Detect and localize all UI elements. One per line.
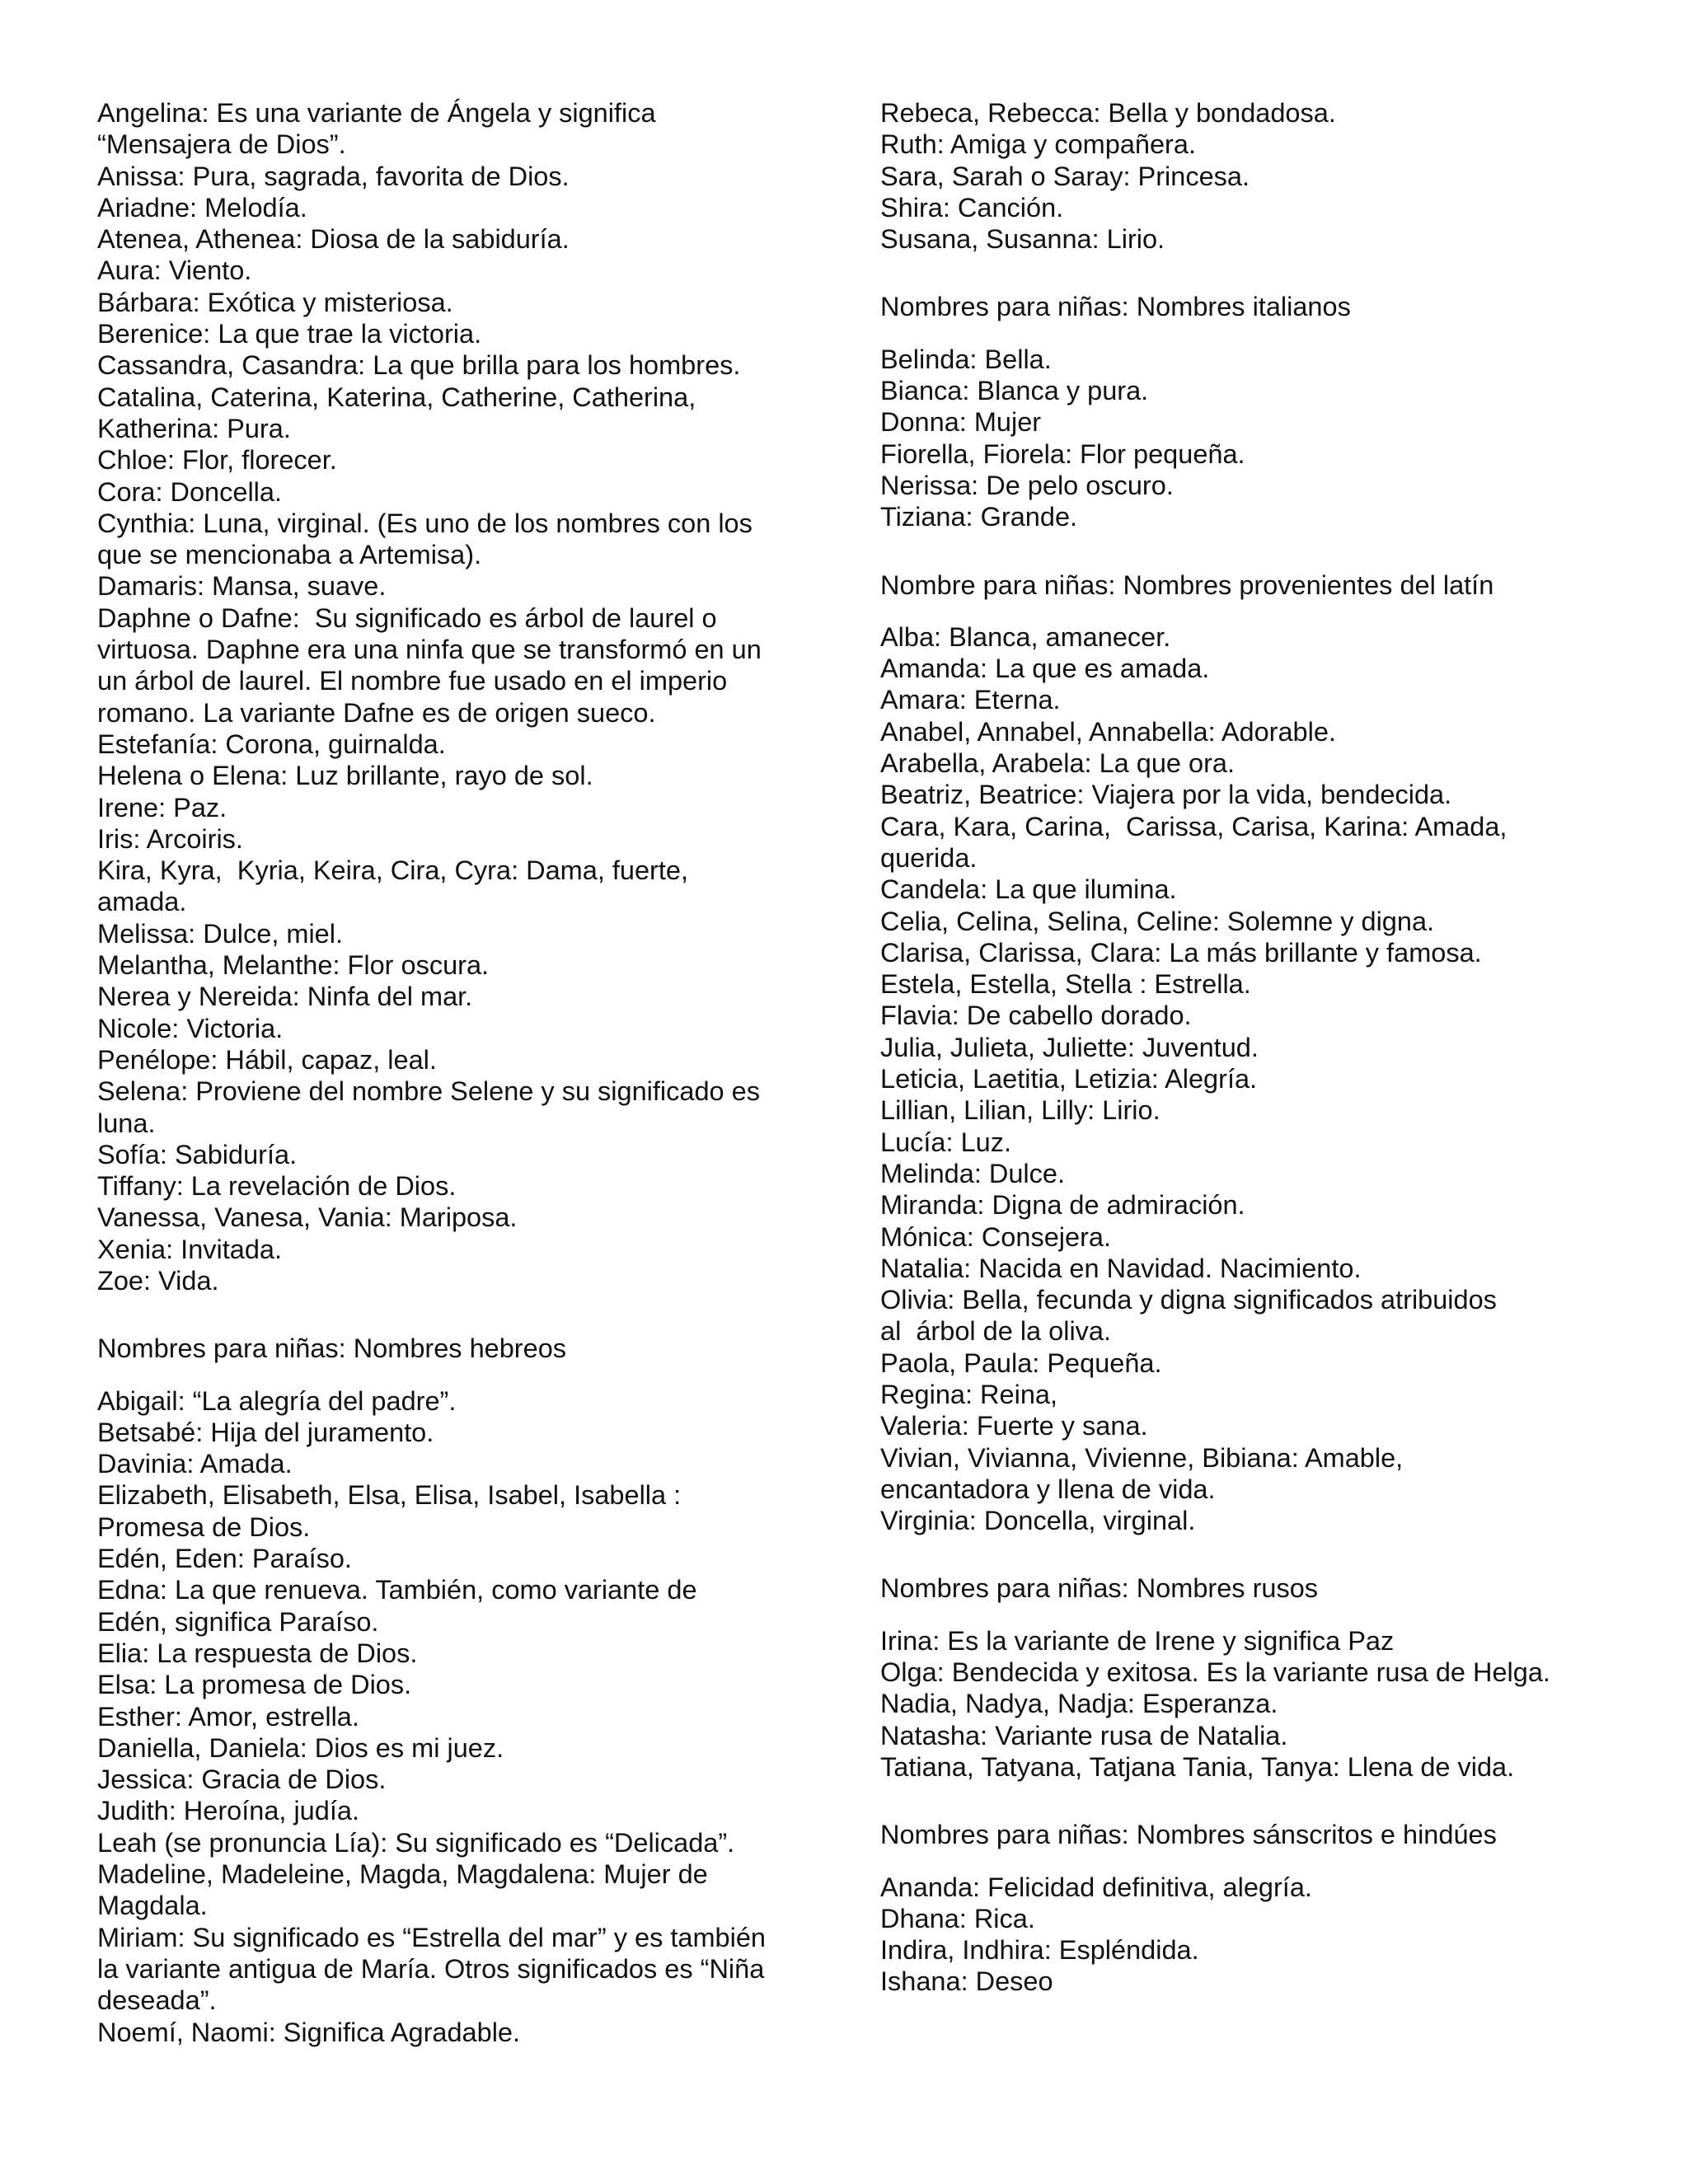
- text-line: Fiorella, Fiorela: Flor pequeña.: [880, 438, 1245, 469]
- text-line: Cassandra, Casandra: La que brilla para los hombres.: [97, 350, 741, 381]
- text-line: Olivia: Bella, fecunda y digna significados atribuidos: [880, 1285, 1497, 1315]
- text-line: Ananda: Felicidad definitiva, alegría.: [880, 1872, 1312, 1902]
- text-line: Edna: La que renueva. También, como variante de: [97, 1575, 697, 1605]
- text-line: Miriam: Su significado es “Estrella del mar” y es también: [97, 1922, 766, 1952]
- text-line: Rebeca, Rebecca: Bella y bondadosa.: [880, 98, 1336, 128]
- text-line: luna.: [97, 1108, 156, 1138]
- text-line: Anabel, Annabel, Annabella: Adorable.: [880, 716, 1336, 747]
- text-line: Vanessa, Vanesa, Vania: Mariposa.: [97, 1202, 518, 1233]
- text-line: Melinda: Dulce.: [880, 1158, 1065, 1188]
- text-line: Magdala.: [97, 1891, 208, 1921]
- text-line: virtuosa. Daphne era una ninfa que se transformó en un: [97, 635, 762, 665]
- text-line: Zoe: Vida.: [97, 1265, 219, 1296]
- text-line: Melantha, Melanthe: Flor oscura.: [97, 950, 490, 981]
- text-line: Estela, Estella, Stella : Estrella.: [880, 969, 1251, 1000]
- text-line: Betsabé: Hija del juramento.: [97, 1417, 434, 1447]
- text-line: Nerea y Nereida: Ninfa del mar.: [97, 982, 473, 1012]
- text-line: Celia, Celina, Selina, Celine: Solemne y digna.: [880, 906, 1435, 936]
- text-line: Elia: La respuesta de Dios.: [97, 1638, 418, 1668]
- text-line: Nicole: Victoria.: [97, 1013, 284, 1043]
- name-list-general: [97, 97, 798, 1296]
- text-line: Penélope: Hábil, capaz, leal.: [97, 1044, 437, 1075]
- text-line: Xenia: Invitada.: [97, 1234, 283, 1264]
- text-line: Chloe: Flor, florecer.: [97, 445, 337, 476]
- text-line: Miranda: Digna de admiración.: [880, 1190, 1245, 1221]
- text-line: Davinia: Amada.: [97, 1449, 293, 1479]
- text-line: Nadia, Nadya, Nadja: Esperanza.: [880, 1689, 1278, 1719]
- left-column: [97, 97, 798, 2048]
- text-line: Irina: Es la variante de Irene y significa Paz: [880, 1625, 1395, 1656]
- text-line: Leticia, Laetitia, Letizia: Alegría.: [880, 1064, 1258, 1094]
- text-line: Aura: Viento.: [97, 255, 252, 286]
- text-line: Lillian, Lilian, Lilly: Lirio.: [880, 1095, 1160, 1126]
- text-line: Tiffany: La revelación de Dios.: [97, 1171, 457, 1202]
- text-line: Damaris: Mansa, suave.: [97, 571, 387, 602]
- text-line: Flavia: De cabello dorado.: [880, 1001, 1192, 1031]
- text-line: Sofía: Sabiduría.: [97, 1139, 298, 1169]
- text-line: Julia, Julieta, Juliette: Juventud.: [880, 1032, 1259, 1062]
- name-list-italianos: [880, 344, 1622, 533]
- text-line: Melissa: Dulce, miel.: [97, 918, 343, 949]
- text-line: Vivian, Vivianna, Vivienne, Bibiana: Amable,: [880, 1442, 1404, 1473]
- section-heading-sanscritos: Nombres para niñas: Nombres sánscritos e hindúes: [880, 1820, 1497, 1850]
- text-line: Jessica: Gracia de Dios.: [97, 1765, 387, 1795]
- text-line: Ruth: Amiga y compañera.: [880, 129, 1196, 160]
- section-heading-hebreos: Nombres para niñas: Nombres hebreos: [97, 1333, 567, 1364]
- text-line: al árbol de la oliva.: [880, 1316, 1112, 1347]
- section-heading-latin: Nombre para niñas: Nombres provenientes del latín: [880, 569, 1494, 600]
- name-list-latin: [880, 621, 1622, 1537]
- text-line: Selena: Proviene del nombre Selene y su significado es: [97, 1076, 760, 1107]
- text-line: encantadora y llena de vida.: [880, 1474, 1216, 1504]
- text-line: Cara, Kara, Carina, Carissa, Carisa, Karina: Amada,: [880, 811, 1507, 841]
- text-line: Irene: Paz.: [97, 792, 227, 823]
- text-line: Paola, Paula: Pequeña.: [880, 1347, 1162, 1378]
- text-line: Promesa de Dios.: [97, 1511, 311, 1542]
- text-line: Daniella, Daniela: Dios es mi juez.: [97, 1732, 504, 1763]
- text-line: Noemí, Naomi: Significa Agradable.: [97, 2017, 521, 2047]
- text-line: Elsa: La promesa de Dios.: [97, 1670, 412, 1700]
- text-line: que se mencionaba a Artemisa).: [97, 540, 482, 570]
- text-line: Kira, Kyra, Kyria, Keira, Cira, Cyra: Dama, fuerte,: [97, 855, 689, 886]
- text-line: Cora: Doncella.: [97, 476, 282, 507]
- text-line: Helena o Elena: Luz brillante, rayo de sol.: [97, 761, 593, 791]
- name-list-hebreos: [97, 1385, 798, 2048]
- text-line: Natasha: Variante rusa de Natalia.: [880, 1720, 1288, 1750]
- name-list-continued: [880, 97, 1622, 255]
- text-line: Ishana: Deseo: [880, 1966, 1053, 1997]
- text-line: Tiziana: Grande.: [880, 502, 1078, 532]
- text-line: Bárbara: Exótica y misteriosa.: [97, 287, 453, 317]
- text-line: romano. La variante Dafne es de origen sueco.: [97, 697, 656, 728]
- text-line: Abigail: “La alegría del padre”.: [97, 1385, 457, 1416]
- text-line: Angelina: Es una variante de Ángela y significa: [97, 98, 656, 128]
- text-line: Mónica: Consejera.: [880, 1221, 1111, 1252]
- text-line: Beatriz, Beatrice: Viajera por la vida, bendecida.: [880, 780, 1452, 810]
- text-line: la variante antigua de María. Otros significados es “Niña: [97, 1953, 765, 1984]
- text-line: Lucía: Luz.: [880, 1127, 1011, 1157]
- text-line: Indira, Indhira: Espléndida.: [880, 1935, 1199, 1966]
- text-line: Estefanía: Corona, guirnalda.: [97, 729, 446, 759]
- text-line: Valeria: Fuerte y sana.: [880, 1411, 1148, 1441]
- text-line: querida.: [880, 842, 978, 873]
- text-line: Katherina: Pura.: [97, 413, 291, 443]
- text-line: deseada”.: [97, 1985, 217, 2016]
- text-line: Tatiana, Tatyana, Tatjana Tania, Tanya: Llena de vida.: [880, 1751, 1515, 1782]
- text-line: Berenice: La que trae la victoria.: [97, 319, 482, 349]
- text-line: Donna: Mujer: [880, 407, 1042, 438]
- section-heading-italianos: Nombres para niñas: Nombres italianos: [880, 292, 1351, 322]
- right-column: [880, 97, 1622, 1998]
- text-line: Shira: Canción.: [880, 192, 1064, 223]
- text-line: Esther: Amor, estrella.: [97, 1701, 359, 1732]
- text-line: Olga: Bendecida y exitosa. Es la variante rusa de Helga.: [880, 1657, 1550, 1688]
- text-line: Judith: Heroína, judía.: [97, 1796, 359, 1826]
- text-line: Madeline, Madeleine, Magda, Magdalena: Mujer de: [97, 1859, 708, 1890]
- text-line: Bianca: Blanca y pura.: [880, 376, 1149, 406]
- text-line: Sara, Sarah o Saray: Princesa.: [880, 161, 1250, 191]
- text-line: un árbol de laurel. El nombre fue usado en el imperio: [97, 666, 728, 696]
- text-line: Candela: La que ilumina.: [880, 874, 1177, 905]
- text-line: Dhana: Rica.: [880, 1903, 1035, 1933]
- text-line: amada.: [97, 887, 187, 917]
- name-list-rusos: [880, 1625, 1622, 1783]
- text-line: Anissa: Pura, sagrada, favorita de Dios.: [97, 161, 570, 191]
- text-line: Amanda: La que es amada.: [880, 654, 1210, 684]
- text-line: Ariadne: Melodía.: [97, 192, 307, 223]
- text-line: Catalina, Caterina, Katerina, Catherine, Catherina,: [97, 382, 696, 412]
- text-line: Edén, Eden: Paraíso.: [97, 1544, 352, 1574]
- text-line: Virginia: Doncella, virginal.: [880, 1506, 1196, 1536]
- name-list-sanscritos: [880, 1872, 1622, 1998]
- text-line: Atenea, Athenea: Diosa de la sabiduría.: [97, 224, 570, 255]
- text-line: Clarisa, Clarissa, Clara: La más brillante y famosa.: [880, 937, 1482, 968]
- text-line: Regina: Reina,: [880, 1379, 1057, 1409]
- section-heading-rusos: Nombres para niñas: Nombres rusos: [880, 1573, 1319, 1604]
- text-line: Cynthia: Luna, virginal. (Es uno de los nombres con los: [97, 508, 753, 538]
- text-line: Arabella, Arabela: La que ora.: [880, 748, 1236, 779]
- text-line: Belinda: Bella.: [880, 344, 1052, 374]
- text-line: “Mensajera de Dios”.: [97, 129, 346, 160]
- text-line: Natalia: Nacida en Navidad. Nacimiento.: [880, 1253, 1362, 1283]
- text-line: Amara: Eterna.: [880, 685, 1061, 715]
- text-line: Elizabeth, Elisabeth, Elsa, Elisa, Isabel, Isabella :: [97, 1480, 682, 1511]
- text-line: Nerissa: De pelo oscuro.: [880, 470, 1174, 500]
- text-line: Alba: Blanca, amanecer.: [880, 621, 1171, 652]
- text-line: Edén, significa Paraíso.: [97, 1606, 379, 1637]
- text-line: Daphne o Dafne: Su significado es árbol de laurel o: [97, 602, 717, 633]
- text-line: Susana, Susanna: Lirio.: [880, 224, 1165, 255]
- text-line: Iris: Arcoiris.: [97, 823, 243, 854]
- text-line: Leah (se pronuncia Lía): Su significado es “Delicada”.: [97, 1827, 735, 1858]
